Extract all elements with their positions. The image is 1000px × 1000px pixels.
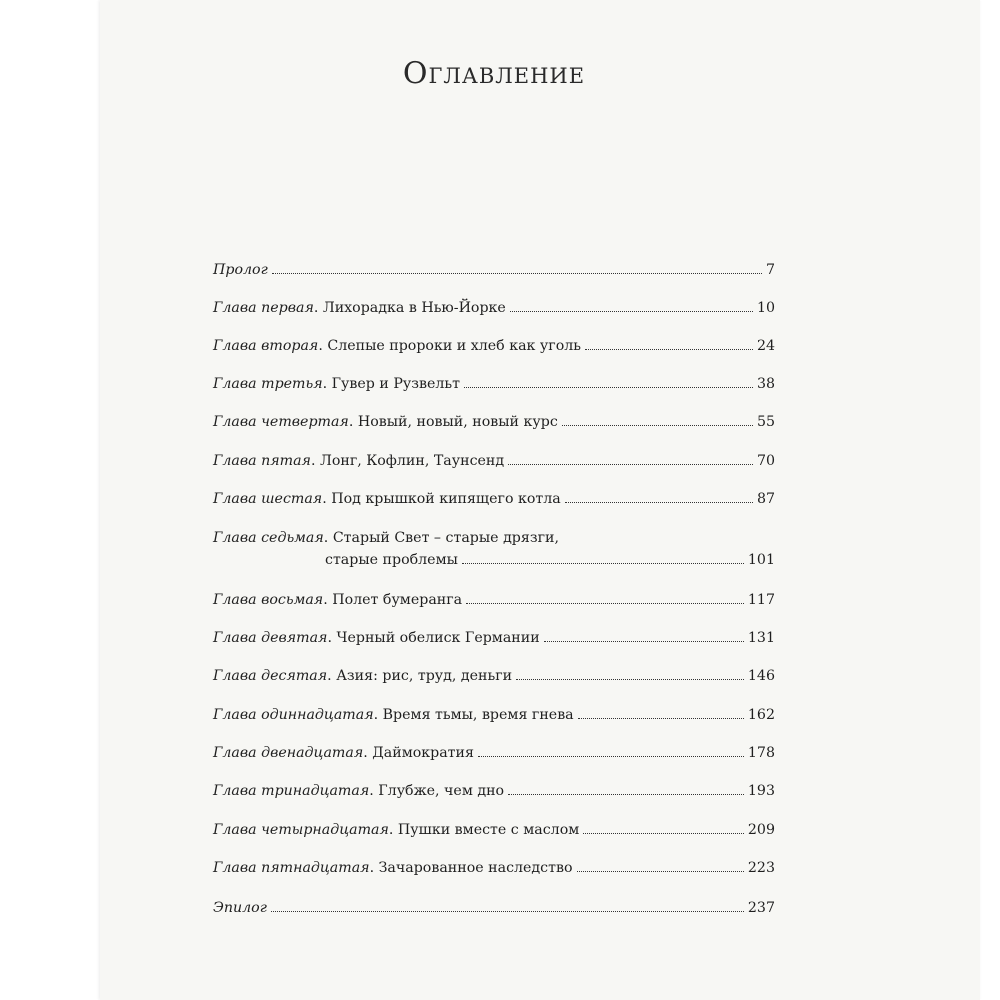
toc-entry-label: Глава пятнадцатая — [213, 860, 370, 876]
dot-leader — [578, 718, 744, 719]
toc-entry-title: Даймократия — [372, 745, 474, 761]
toc-entry-page: 178 — [747, 745, 775, 761]
toc-entry-label: Глава двенадцатая — [213, 745, 364, 761]
toc-entry-title: Лонг, Кофлин, Таунсенд — [319, 453, 505, 469]
dot-leader — [508, 794, 744, 795]
toc-entry-page: 87 — [756, 491, 775, 507]
toc-entry: Глава пятая . Лонг, Кофлин, Таунсенд 70 — [213, 450, 775, 472]
toc-entry: Глава пятнадцатая . Зачарованное наследство 223 — [213, 857, 775, 879]
toc-entry-label: Глава девятая — [213, 630, 328, 646]
toc-entry-title: Под крышкой кипящего котла — [331, 491, 561, 507]
toc-entry-title: Глубже, чем дно — [378, 783, 505, 799]
toc-entry-label: Глава первая — [213, 300, 314, 316]
toc-entry: Глава шестая . Под крышкой кипящего котла 87 — [213, 488, 775, 510]
dot-leader — [544, 641, 744, 642]
toc-entry-page: 162 — [747, 707, 775, 723]
toc-entry-title: Старый Свет – старые дрязги, — [332, 530, 559, 546]
toc-entry-title: Новый, новый, новый курс — [357, 414, 558, 430]
toc-entry: Глава тринадцатая . Глубже, чем дно 193 — [213, 780, 775, 802]
toc-entry: Глава четвертая . Новый, новый, новый курс 55 — [213, 411, 775, 433]
toc-entry-page: 146 — [747, 668, 775, 684]
toc-entry-page: 209 — [747, 822, 775, 838]
toc-entry-label: Глава тринадцатая — [213, 783, 370, 799]
toc-entry: Глава четырнадцатая . Пушки вместе с маслом 209 — [213, 819, 775, 841]
toc-entry-label: Эпилог — [213, 900, 267, 916]
dot-leader — [577, 871, 744, 872]
toc-entry-label: Глава четырнадцатая — [213, 822, 389, 838]
toc-entry-label: Глава десятая — [213, 668, 328, 684]
toc-entry-label: Глава четвертая — [213, 414, 349, 430]
toc-entry-title: Слепые пророки и хлеб как уголь — [327, 338, 581, 354]
dot-leader — [562, 425, 753, 426]
dot-leader — [271, 911, 744, 912]
toc-entry-page: 70 — [756, 453, 775, 469]
toc-entry-page: 223 — [747, 860, 775, 876]
toc-entry-label: Глава пятая — [213, 453, 311, 469]
toc-entry-title: Время тьмы, время гнева — [382, 707, 574, 723]
toc-entry-page: 7 — [765, 262, 775, 278]
dot-leader — [272, 273, 762, 274]
toc-entry-page: 24 — [756, 338, 775, 354]
page-title: Оглавление — [402, 56, 586, 91]
toc-entry-page: 193 — [747, 783, 775, 799]
toc-entry-title: Лихорадка в Нью-Йорке — [322, 300, 506, 316]
toc-entry-title: Азия: рис, труд, деньги — [336, 668, 513, 684]
toc-entry-page: 131 — [747, 630, 775, 646]
dot-leader — [508, 464, 753, 465]
dot-leader — [464, 387, 753, 388]
dot-leader — [585, 349, 753, 350]
toc-entry: Глава вторая . Слепые пророки и хлеб как уголь 24 — [213, 335, 775, 357]
toc-entry-page: 38 — [756, 376, 775, 392]
toc-entry-label: Глава одиннадцатая — [213, 707, 374, 723]
toc-entry-title-continuation: старые проблемы — [325, 552, 458, 568]
dot-leader — [478, 756, 744, 757]
toc-entry-page: 10 — [756, 300, 775, 316]
toc-entry: Глава девятая . Черный обелиск Германии 131 — [213, 627, 775, 649]
dot-leader — [583, 833, 744, 834]
toc-entry-title: Гувер и Рузвельт — [331, 376, 460, 392]
toc-entry — [213, 897, 775, 919]
toc-entry-title: Полет бумеранга — [332, 592, 463, 608]
toc-entry-label: Глава седьмая — [213, 530, 324, 546]
dot-leader — [516, 679, 744, 680]
toc-entry-title: Черный обелиск Германии — [336, 630, 540, 646]
toc-entry-label: Глава третья — [213, 376, 323, 392]
toc-entry — [213, 259, 775, 281]
dot-leader — [510, 311, 753, 312]
toc-entry: Глава восьмая . Полет бумеранга 117 — [213, 589, 775, 611]
toc-entry-title: Зачарованное наследство — [378, 860, 573, 876]
dot-leader — [565, 502, 753, 503]
toc-entry: Глава десятая . Азия: рис, труд, деньги 146 — [213, 665, 775, 687]
toc-entry-page: 237 — [747, 900, 775, 916]
toc-entry-label: Пролог — [213, 262, 268, 278]
toc-entry-page: 101 — [747, 552, 775, 568]
toc-entry-title: Пушки вместе с маслом — [397, 822, 580, 838]
toc-entry-label: Глава шестая — [213, 491, 323, 507]
toc-entry: Глава третья . Гувер и Рузвельт 38 — [213, 373, 775, 395]
toc-entry: Глава одиннадцатая . Время тьмы, время гнева 162 — [213, 704, 775, 726]
dot-leader — [466, 603, 744, 604]
toc-entry: Глава первая . Лихорадка в Нью-Йорке 10 — [213, 297, 775, 319]
toc-entry: Глава седьмая . Старый Свет – старые дрязги, старые проблемы 101 — [213, 527, 775, 571]
toc-entry: Глава двенадцатая . Даймократия 178 — [213, 742, 775, 764]
toc-entry-label: Глава восьмая — [213, 592, 324, 608]
toc-entry-label: Глава вторая — [213, 338, 319, 354]
toc-entry-page: 55 — [756, 414, 775, 430]
toc-entry-page: 117 — [747, 592, 775, 608]
dot-leader — [462, 563, 744, 564]
